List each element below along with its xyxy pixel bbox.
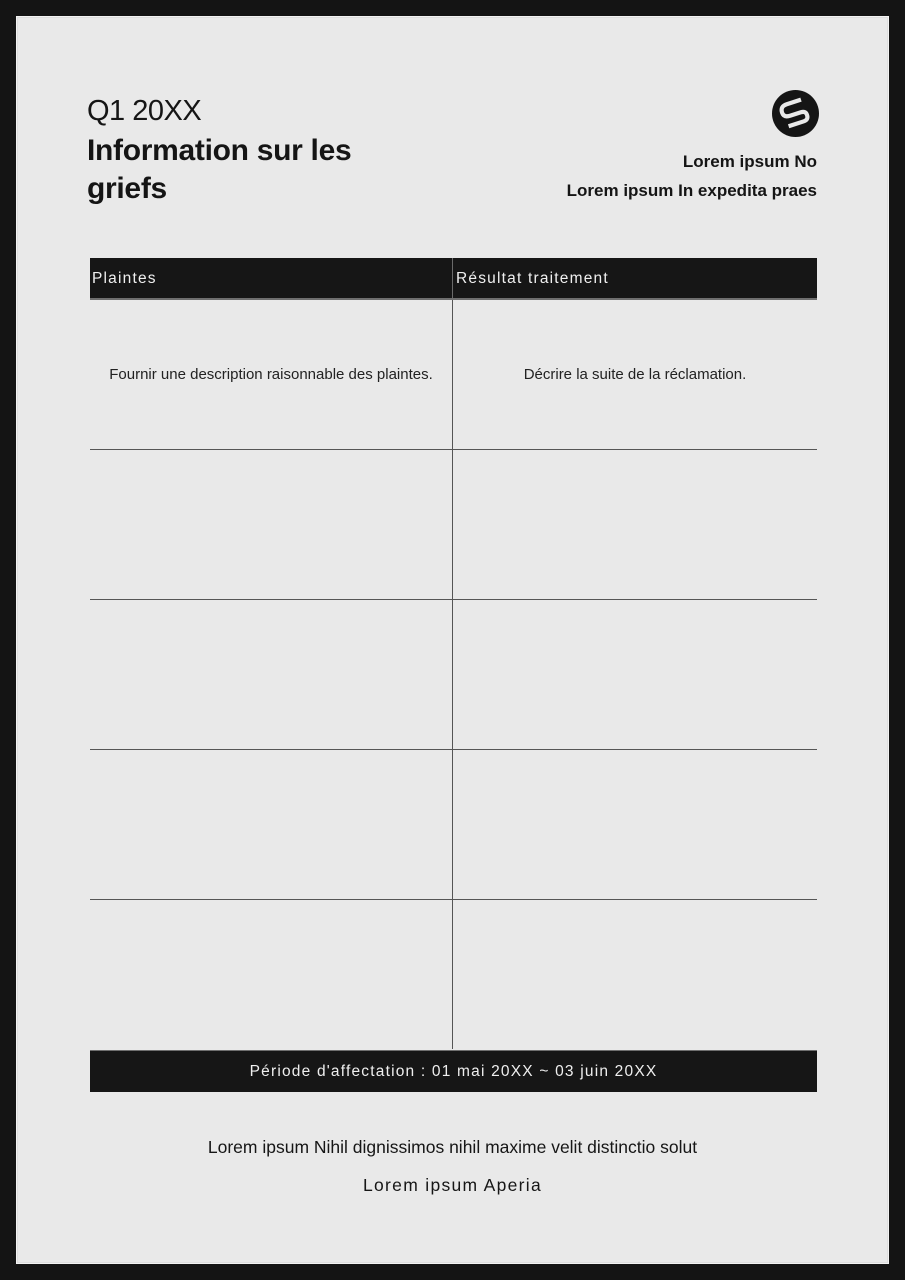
table-cell-result[interactable]: Décrire la suite de la réclamation. <box>523 366 747 383</box>
document-page <box>16 16 889 1264</box>
table-row <box>90 450 817 600</box>
table-cell-complaint[interactable] <box>90 450 453 599</box>
table-row <box>90 300 817 450</box>
table-cell-complaint[interactable] <box>90 750 453 899</box>
grievance-table <box>90 258 817 1049</box>
header-info-line1: Lorem ipsum No <box>682 152 817 171</box>
table-cell-result[interactable] <box>453 900 817 1049</box>
table-row <box>90 750 817 900</box>
table-cell-result[interactable] <box>453 600 817 749</box>
table-cell-complaint[interactable] <box>90 600 453 749</box>
page-title: Information sur les griefs <box>87 134 352 205</box>
header-info <box>567 151 817 202</box>
table-cell-result[interactable] <box>453 450 817 599</box>
footer-text: Lorem ipsum Nihil dignissimos nihil maxime velit distinctio solut <box>207 1137 698 1157</box>
footer-subtext: Lorem ipsum Aperia <box>362 1175 543 1195</box>
s-swirl-logo-icon <box>772 90 819 137</box>
table-cell-result[interactable] <box>453 750 817 899</box>
table-cell-complaint[interactable] <box>90 900 453 1049</box>
table-header <box>90 258 817 300</box>
header-info-line2: Lorem ipsum In expedita praes <box>566 181 817 200</box>
table-cell-complaint[interactable]: Fournir une description raisonnable des plaintes. <box>90 300 453 449</box>
assignment-period-bar: Période d'affectation : 01 mai 20XX ~ 03 juin 20XX <box>90 1050 817 1092</box>
table-row <box>90 900 817 1049</box>
quarter-label: Q1 20XX <box>87 95 202 127</box>
column-header-complaints: Plaintes <box>90 258 453 298</box>
column-header-result: Résultat traitement <box>456 270 609 287</box>
table-row <box>90 600 817 750</box>
